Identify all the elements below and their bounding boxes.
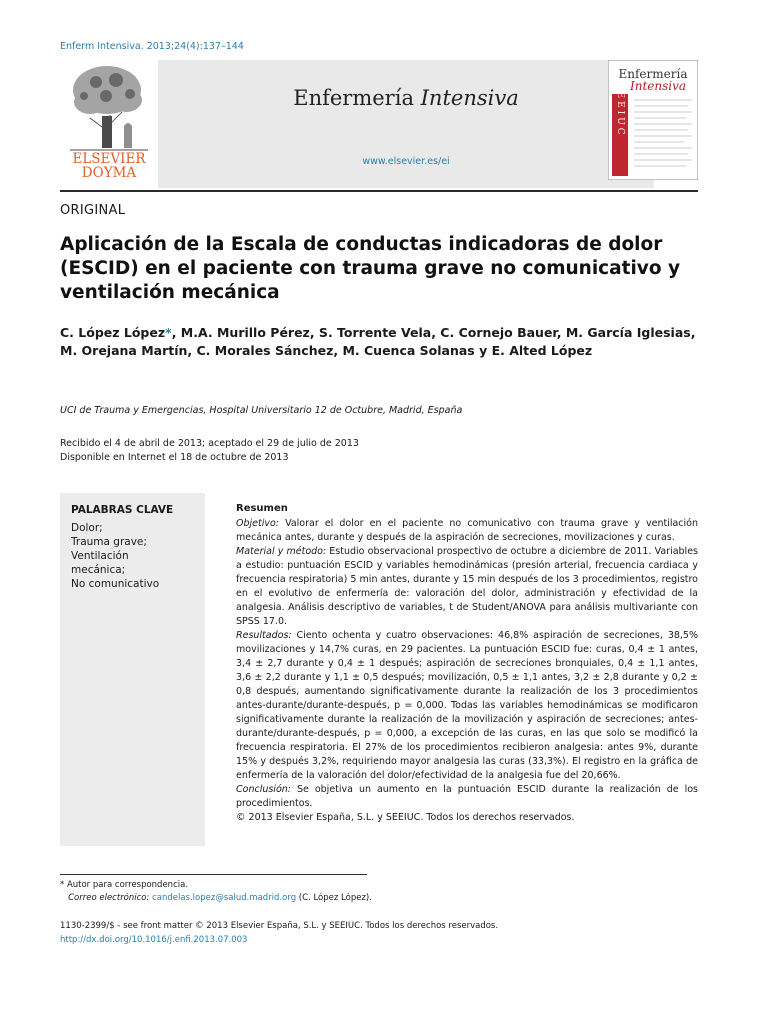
svg-text:DOYMA: DOYMA [81, 165, 137, 181]
abstract [236, 502, 698, 825]
footnote-rule [60, 874, 367, 875]
keywords-heading: PALABRAS CLAVE [71, 504, 174, 516]
keyword-item: Trauma grave; [71, 536, 147, 548]
header-rule [60, 190, 698, 192]
journal-title: Enfermería Intensiva [293, 86, 519, 110]
abstract-results: Resultados: Ciento ochenta y cuatro observaciones: 46,8% aspiración de secreciones, 38,5% movilizaciones y 14,7% curas, en 29 pacientes. La puntuación ESCID fue: curas, 0,4 ± 1 antes, 3,4 ± 2,7 durante y 0,4 ± 1 después; aspiración de secreciones bronquiales, 0,4 ± 1,1 antes, 3,6 ± 2,2 durante y 1,1 ± 0,5 después; movilización, 0,5 ± 1,1 antes, 3,2 ± 2,8 durante y 0,2 ± 0,8 después, aumentando significativamente durante la realización de los 3 procedimientos antes-durante/durante-después, p = 0,000. Todas las variables hemodinámicas se modificaron significativamente durante la realización de la movilización y aspiración de secreciones; antes-durante/durante-después, p = 0,000, a excepción de las curas, en las que solo se modificó la frecuencia respiratoria. El 27% de los procedimientos recibieron analgesia: antes 9%, durante 15% y después 3,2%, requiriendo mayor analgesia las curas (33,3%). El registro en la gráfica de enfermería de la valoración del dolor/efectividad de la analgesia fue del 20,66%. [236, 630, 698, 781]
received-date: Recibido el 4 de abril de 2013; aceptado el 29 de julio de 2013 [60, 438, 359, 449]
svg-text:Enfermería: Enfermería [618, 67, 688, 81]
journal-citation: Enferm Intensiva. 2013;24(4):137–144 [60, 41, 244, 52]
abstract-objective: Objetivo: Valorar el dolor en el paciente no comunicativo con trauma grave y ventilación mecánica antes, durante y después de la aspiración de secreciones, movilizaciones y curas. [236, 518, 698, 543]
doi-link[interactable]: http://dx.doi.org/10.1016/j.enfi.2013.07.003 [60, 935, 248, 945]
journal-header [60, 60, 698, 188]
abstract-conclusion: Conclusión: Se objetiva un aumento en la puntuación ESCID durante la realización de los procedimientos. [236, 784, 698, 809]
svg-text:SEEIUC: SEEIUC [615, 82, 625, 138]
svg-text:ELSEVIER: ELSEVIER [72, 151, 146, 167]
footnote-email-line: Correo electrónico: candelas.lopez@salud.madrid.org (C. López López). [68, 893, 372, 903]
keywords-box [60, 493, 205, 846]
footnote [60, 879, 372, 905]
header-background [158, 60, 654, 188]
svg-text:Intensiva: Intensiva [629, 79, 687, 93]
abstract-methods: Material y método: Estudio observacional prospectivo de octubre a diciembre de 2011. Variables a estudio: puntuación ESCID y variables hemodinámicas (presión arterial, frecuencia cardiaca y frecuencia respiratoria) 5 min antes, durante y 15 min después de los 3 procedimientos, registro en el evolutivo de enfermería de: valoración del dolor, administración y efectividad de la analgesia. Análisis descriptivo de variables, t de Student/ANOVA para análisis multivariante con SPSS 17.0. [236, 546, 698, 627]
imprint-line: 1130-2399/$ - see front matter © 2013 Elsevier España, S.L. y SEEIUC. Todos los derechos reservados. [60, 921, 499, 931]
article-section-type: ORIGINAL [60, 203, 126, 218]
abstract-copyright: © 2013 Elsevier España, S.L. y SEEIUC. Todos los derechos reservados. [236, 812, 575, 823]
footnote-correspondence: * Autor para correspondencia. [60, 880, 189, 890]
keyword-item: Ventilación mecánica; [71, 550, 129, 576]
elsevier-logo [60, 60, 158, 188]
keywords-list [71, 521, 159, 591]
journal-cover-thumbnail [608, 60, 698, 180]
corresponding-author: C. López López [60, 325, 166, 340]
corresponding-author-marker[interactable]: * [165, 325, 172, 340]
author-list [60, 324, 700, 360]
affiliation: UCI de Trauma y Emergencias, Hospital Universitario 12 de Octubre, Madrid, España [60, 405, 463, 416]
keyword-item: No comunicativo [71, 578, 160, 590]
online-date: Disponible en Internet el 18 de octubre de 2013 [60, 452, 289, 463]
article-title: Aplicación de la Escala de conductas indicadoras de dolor (ESCID) en el paciente con trauma grave no comunicativo y ventilación mecánica [60, 234, 681, 303]
author-email-link[interactable]: candelas.lopez@salud.madrid.org [152, 893, 297, 903]
coauthors: , M.A. Murillo Pérez, S. Torrente Vela, C. Cornejo Bauer, M. García Iglesias, M. Orejana Martín, C. Morales Sánchez, M. Cuenca Solanas y E. Alted López [60, 325, 696, 358]
imprint [60, 919, 498, 947]
publication-dates [60, 437, 359, 465]
journal-url-link[interactable]: www.elsevier.es/ei [362, 156, 450, 167]
keyword-item: Dolor; [71, 522, 103, 534]
abstract-heading: Resumen [236, 503, 288, 514]
